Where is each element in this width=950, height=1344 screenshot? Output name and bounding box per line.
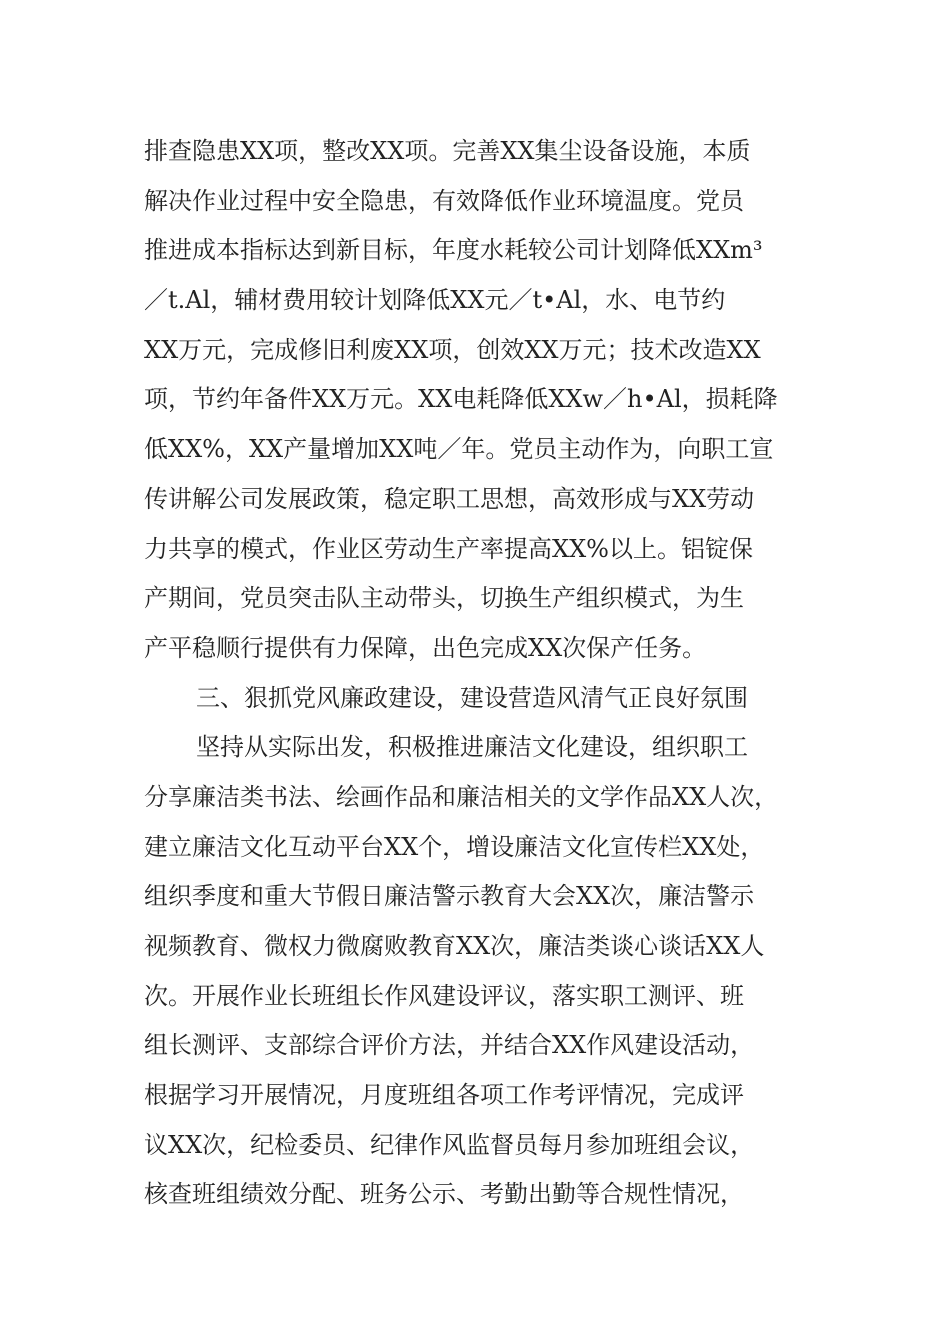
paragraph-line: 传讲解公司发展政策，稳定职工思想，高效形成与XX劳动 bbox=[144, 484, 755, 513]
paragraph-line: 推进成本指标达到新目标，年度水耗较公司计划降低XXm³ bbox=[144, 236, 763, 265]
paragraph-line: 力共享的模式，作业区劳动生产率提高XX%以上。铝锭保 bbox=[144, 534, 753, 563]
paragraph-line: 次。开展作业长班组长作风建设评议，落实职工测评、班 bbox=[144, 981, 744, 1010]
paragraph-line: XX万元，完成修旧利废XX项，创效XX万元；技术改造XX bbox=[144, 335, 761, 364]
paragraph-line: 产平稳顺行提供有力保障，出色完成XX次保产任务。 bbox=[144, 633, 707, 662]
paragraph-line: 核查班组绩效分配、班务公示、考勤出勤等合规性情况， bbox=[144, 1180, 744, 1209]
paragraph-line: ／t.Al，辅材费用较计划降低XX元／t•Al，水、电节约 bbox=[144, 286, 726, 315]
paragraph-line: 议XX次，纪检委员、纪律作风监督员每月参加班组会议， bbox=[144, 1130, 755, 1159]
paragraph-line: 项，节约年备件XX万元。XX电耗降低XXw／h•Al，损耗降 bbox=[144, 385, 778, 414]
paragraph-line: 根据学习开展情况，月度班组各项工作考评情况，完成评 bbox=[144, 1081, 744, 1110]
paragraph-line: 组织季度和重大节假日廉洁警示教育大会XX次，廉洁警示 bbox=[144, 882, 755, 911]
paragraph-line: 解决作业过程中安全隐患，有效降低作业环境温度。党员 bbox=[144, 186, 744, 215]
document-body bbox=[144, 127, 814, 1220]
paragraph-line: 产期间，党员突击队主动带头，切换生产组织模式，为生 bbox=[144, 584, 744, 613]
paragraph-line: 排查隐患XX项，整改XX项。完善XX集尘设备设施，本质 bbox=[144, 137, 751, 165]
paragraph-line: 组长测评、支部综合评价方法，并结合XX作风建设活动， bbox=[144, 1031, 755, 1060]
paragraph-line: 分享廉洁类书法、绘画作品和廉洁相关的文学作品XX人次， bbox=[144, 782, 779, 811]
paragraph-line: 视频教育、微权力微腐败教育XX次，廉洁类谈心谈话XX人 bbox=[144, 932, 765, 960]
paragraph-line: 低XX%，XX产量增加XX吨／年。党员主动作为，向职工宣 bbox=[144, 435, 774, 464]
paragraph-line: 建立廉洁文化互动平台XX个，增设廉洁文化宣传栏XX处， bbox=[144, 832, 765, 861]
section-heading: 三、狠抓党风廉政建设，建设营造风清气正良好氛围 bbox=[196, 683, 748, 712]
paragraph-line: 坚持从实际出发，积极推进廉洁文化建设，组织职工 bbox=[196, 733, 748, 762]
